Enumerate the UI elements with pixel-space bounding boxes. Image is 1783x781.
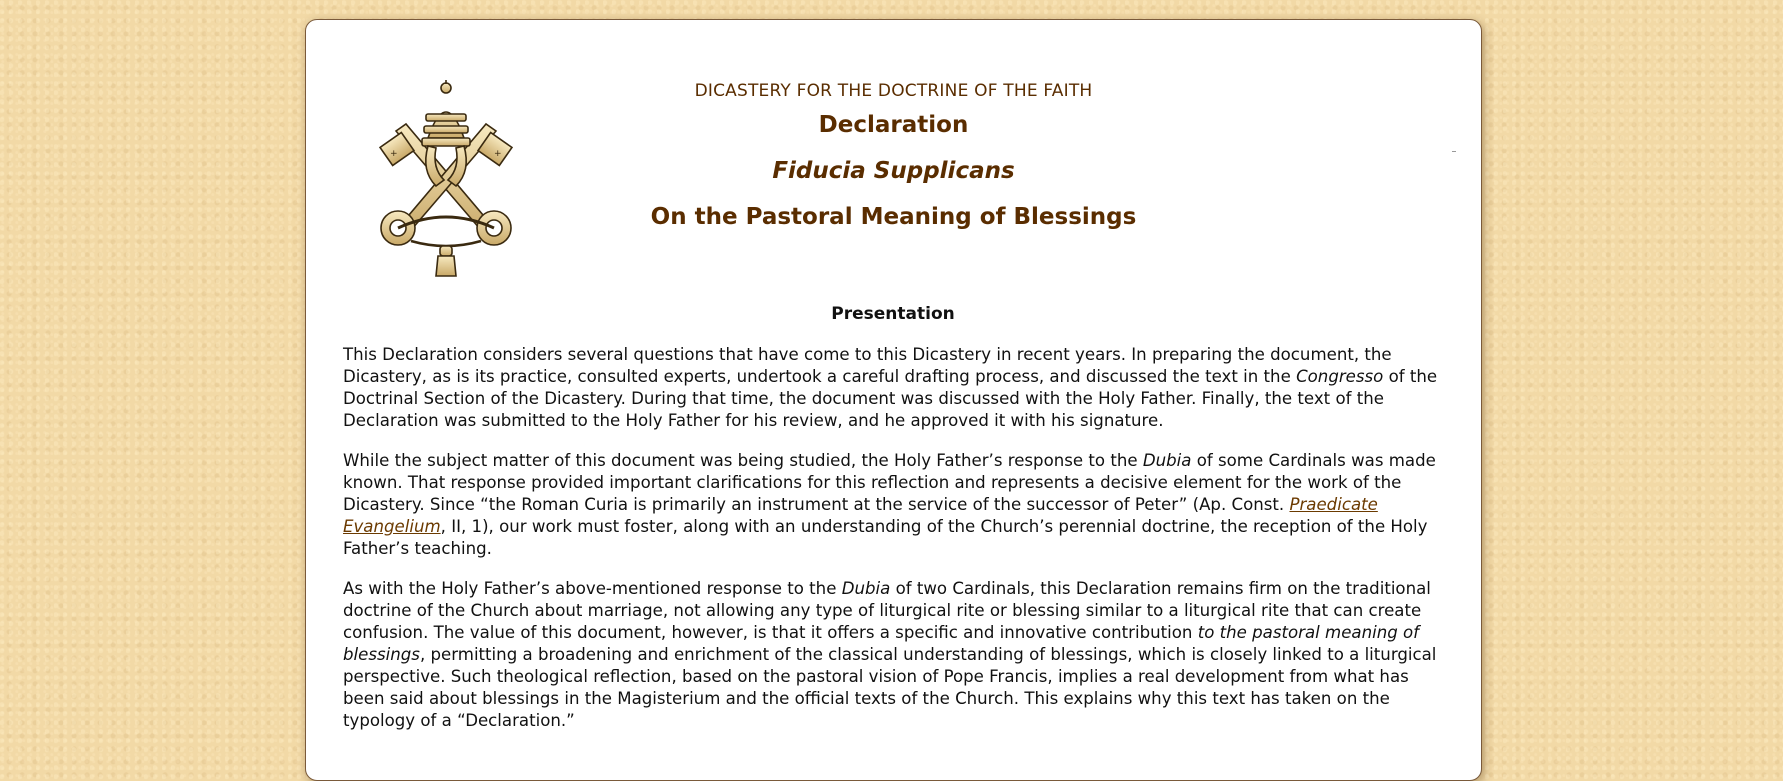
emphasis-text: Dubia xyxy=(841,579,891,598)
paragraph-text: While the subject matter of this document was being studied, the Holy Father’s response to the xyxy=(343,451,1143,470)
document-body xyxy=(343,302,1443,750)
paragraph-text: of some Cardinals was made known. That response provided important clarifications for this reflection and represents a decisive element for the work of the Dicastery. Since “the Roman Curia is primarily an instrument at the service of the successor of Peter” (Ap. Const. xyxy=(343,451,1436,514)
paragraph-3 xyxy=(343,578,1443,732)
paragraph-1 xyxy=(343,344,1443,432)
paragraph-text: This Declaration considers several questions that have come to this Dicastery in recent years. In preparing the document, the Dicastery, as is its practice, consulted experts, undertook a careful drafting process, and discussed the text in the xyxy=(343,345,1392,386)
svg-text:+: + xyxy=(494,149,502,159)
document-type: Declaration xyxy=(818,112,969,138)
emphasis-text: Dubia xyxy=(1142,451,1192,470)
link-text: Praedicate Evangelium xyxy=(343,495,1378,536)
paragraph-text: of the Doctrinal Section of the Dicastery. During that time, the document was discussed with the Holy Father. Finally, the text of the Declaration was submitted to the Holy Father for his review, and he approved it with his signature. xyxy=(343,367,1438,430)
paragraph-text: , permitting a broadening and enrichment of the classical understanding of blessings, which is closely linked to a liturgical perspective. Such theological reflection, based on the pastoral vision of Pope Francis, implies a real development from what has been said about blessings in the Magisterium and the official texts of the Church. This explains why this text has taken on the typology of a “Declaration.” xyxy=(343,645,1437,730)
emphasis-text: to the pastoral meaning of blessings xyxy=(343,623,1420,664)
papal-coat-of-arms-icon xyxy=(366,76,526,281)
svg-text:+: + xyxy=(390,149,398,159)
dicastery-name: DICASTERY FOR THE DOCTRINE OF THE FAITH xyxy=(694,81,1093,101)
document-title: Fiducia Supplicans xyxy=(772,158,1015,184)
document-page xyxy=(305,19,1482,781)
paragraph-text: of two Cardinals, this Declaration remains firm on the traditional doctrine of the Church about marriage, not allowing any type of liturgical rite or blessing similar to a liturgical rite that can create confusion. The value of this document, however, is that it offers a specific and innovative contribution xyxy=(343,579,1431,642)
document-subtitle: On the Pastoral Meaning of Blessings xyxy=(650,204,1137,230)
paragraph-2 xyxy=(343,450,1443,560)
document-header xyxy=(526,80,1261,232)
section-title: Presentation xyxy=(831,304,955,324)
separator-mark xyxy=(1452,151,1456,152)
emphasis-text: Congresso xyxy=(1296,367,1384,386)
paragraph-text: , II, 1), our work must foster, along with an understanding of the Church’s perennial doctrine, the reception of the Holy Father’s teaching. xyxy=(343,517,1428,558)
paragraph-text: As with the Holy Father’s above-mentioned response to the xyxy=(343,579,842,598)
